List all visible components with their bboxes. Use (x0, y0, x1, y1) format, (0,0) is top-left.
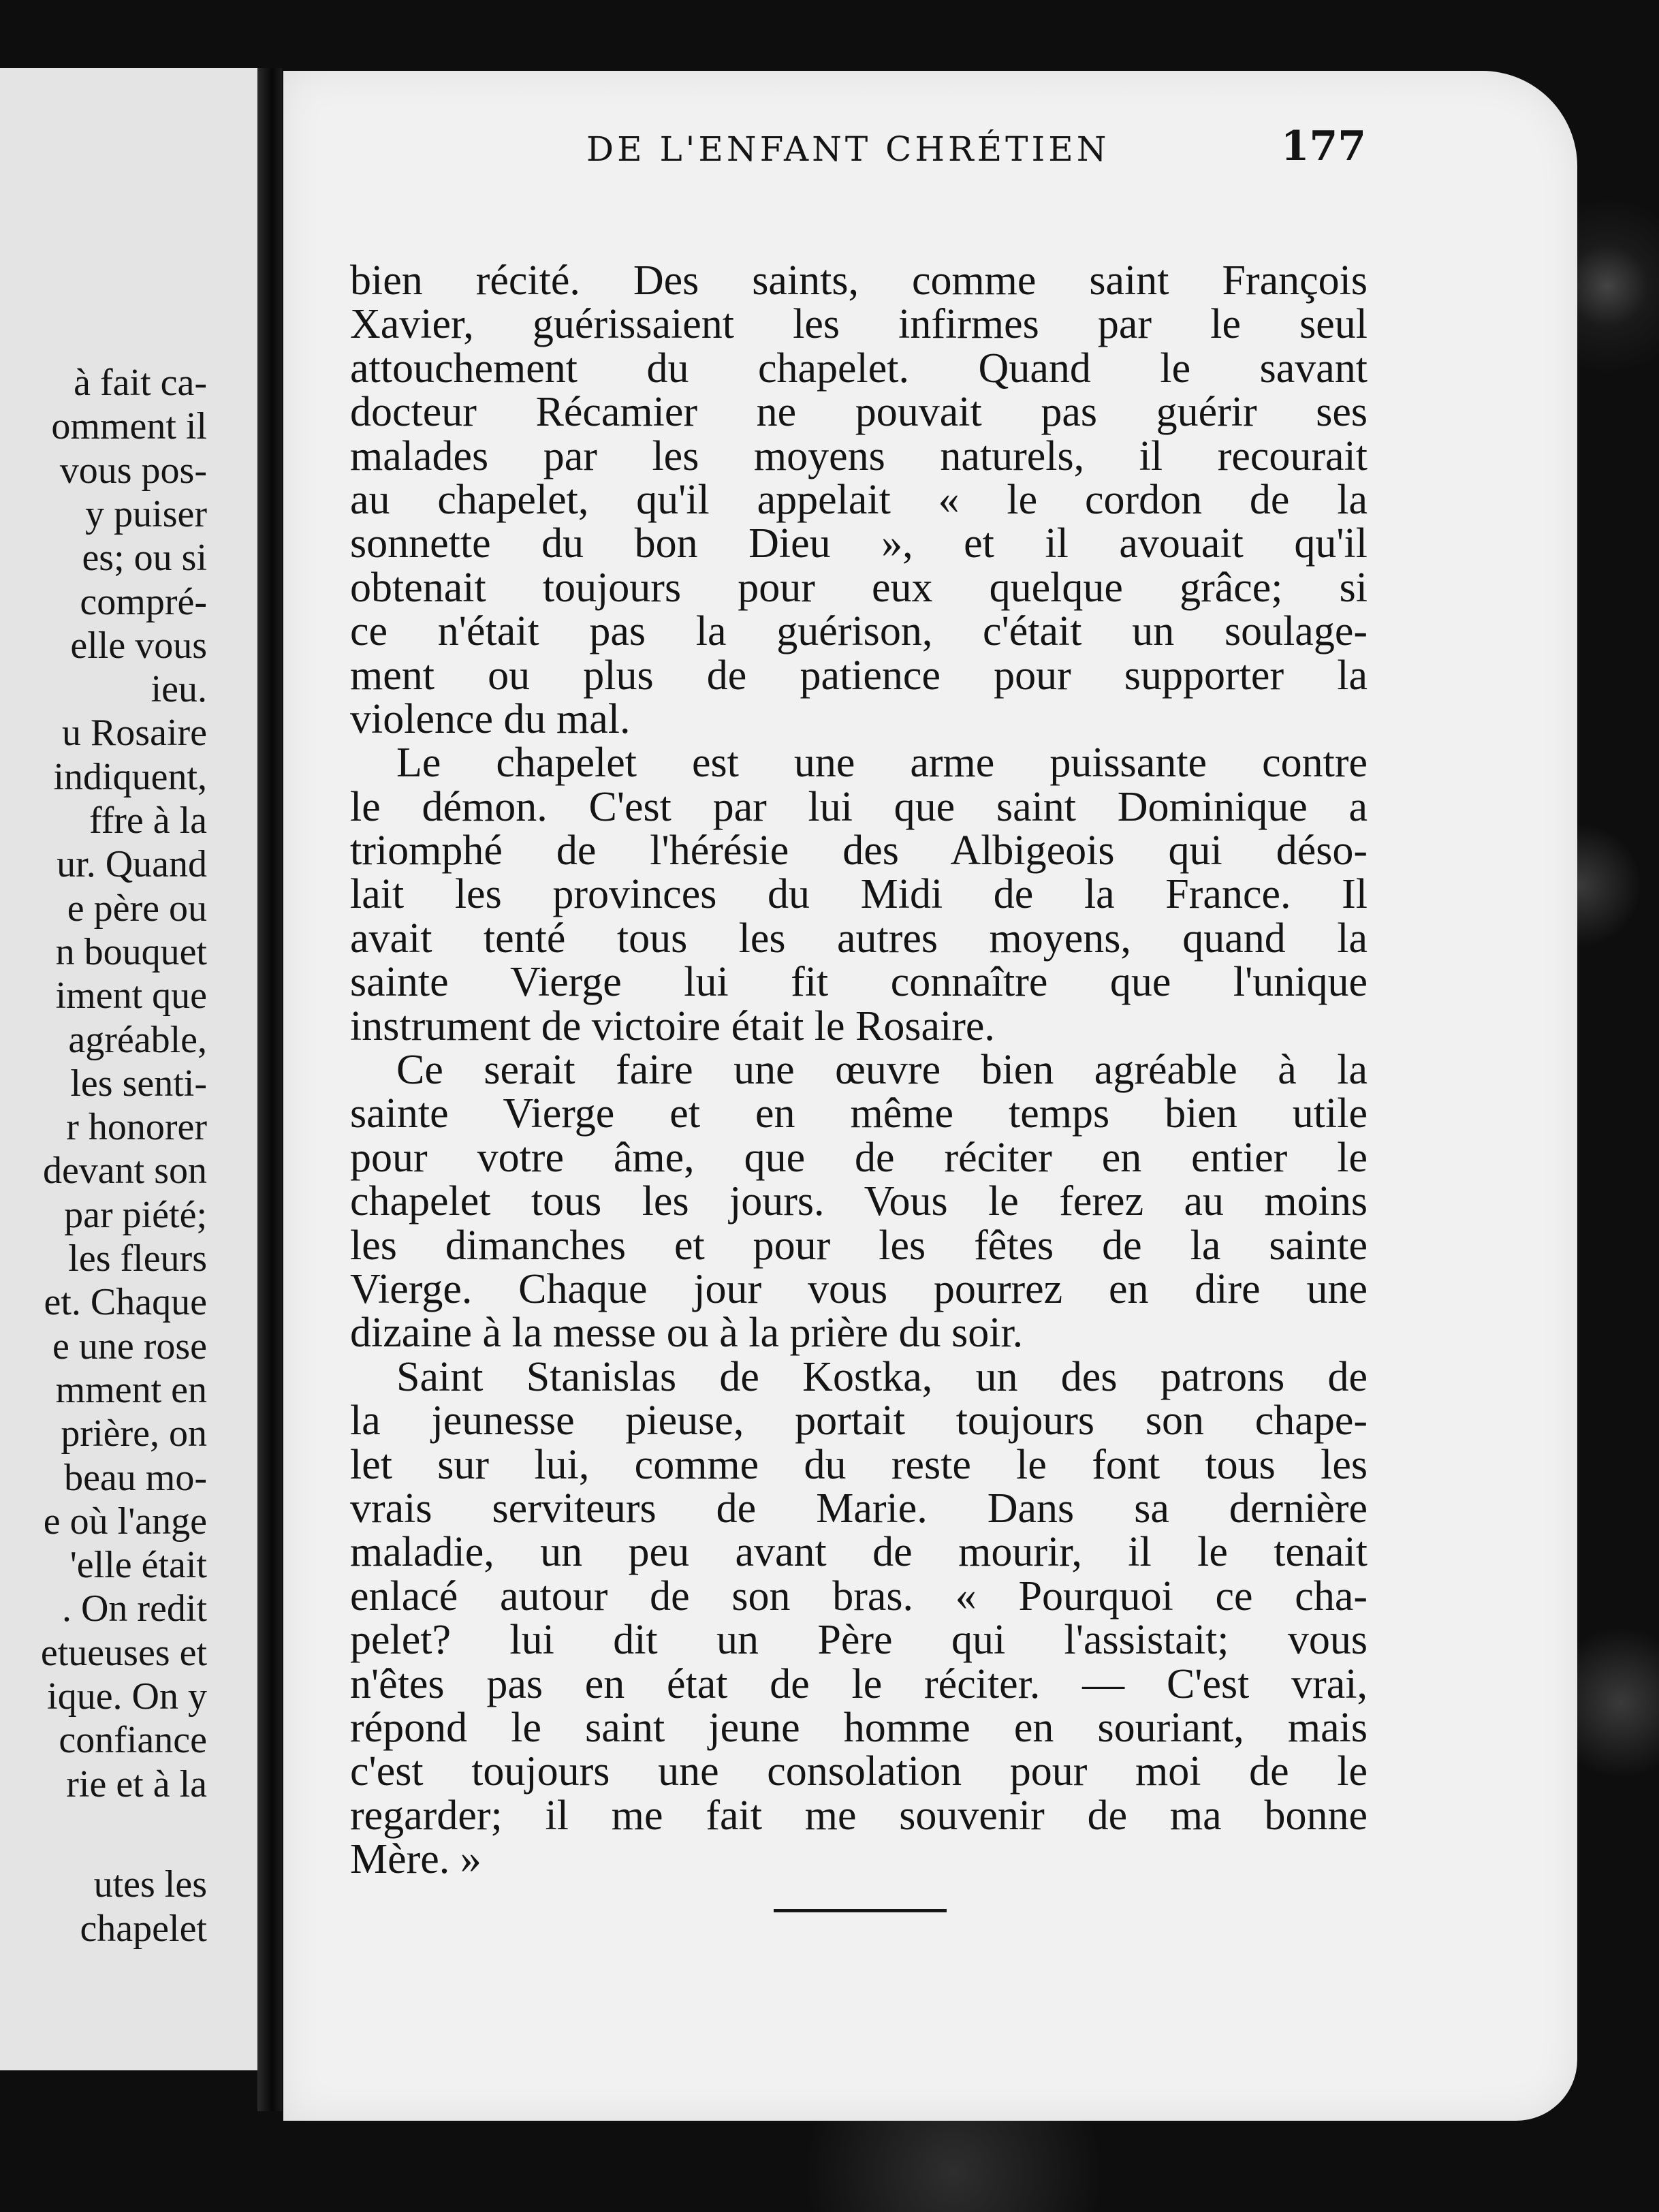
previous-page-line: par piété; (64, 1193, 207, 1236)
previous-page-line: e père ou (67, 887, 207, 930)
body-text-line: n'êtes pas en état de le réciter. — C'est vrai, (350, 1660, 1368, 1707)
previous-page-line: chapelet (80, 1907, 207, 1950)
body-text-line: instrument de victoire était le Rosaire. (350, 1002, 995, 1049)
previous-page-line: indiquent, (53, 755, 207, 798)
body-text-line: les dimanches et pour les fêtes de la sainte (350, 1222, 1368, 1269)
body-text-line: regarder; il me fait me souvenir de ma bonne (350, 1792, 1368, 1839)
running-header (304, 123, 1366, 177)
body-text-line: Saint Stanislas de Kostka, un des patrons de (396, 1353, 1368, 1400)
previous-page-line: utes les (93, 1863, 207, 1906)
body-text-line: pour votre âme, que de réciter en entier le (350, 1134, 1368, 1181)
body-text-line: la jeunesse pieuse, portait toujours son chape- (350, 1397, 1368, 1444)
body-text-line: ment ou plus de patience pour supporter la (350, 652, 1368, 699)
previous-page-line: u Rosaire (61, 712, 207, 755)
previous-page-line: compré- (80, 580, 207, 623)
previous-page-line: agréable, (68, 1018, 207, 1061)
body-text-line: maladie, un peu avant de mourir, il le tenait (350, 1529, 1368, 1576)
body-text-line: obtenait toujours pour eux quelque grâce; si (350, 564, 1368, 611)
body-text-line: lait les provinces du Midi de la France. Il (350, 871, 1368, 918)
previous-page (0, 68, 259, 2070)
body-text-line: malades par les moyens naturels, il recourait (350, 432, 1368, 479)
previous-page-line: ffre à la (89, 800, 207, 842)
body-text-line: dizaine à la messe ou à la prière du soir. (350, 1310, 1024, 1357)
body-text-line: c'est toujours une consolation pour moi de le (350, 1748, 1368, 1795)
previous-page-line: prière, on (61, 1412, 207, 1455)
previous-page-line: e une rose (52, 1325, 207, 1368)
body-text-line: Ce serait faire une œuvre bien agréable à la (396, 1047, 1368, 1094)
body-text-line: violence du mal. (350, 695, 631, 742)
body-text-line: enlacé autour de son bras. « Pourquoi ce cha- (350, 1573, 1368, 1620)
previous-page-line: elle vous (70, 624, 207, 667)
body-text-line: pelet? lui dit un Père qui l'assistait; vous (350, 1617, 1368, 1664)
previous-page-line: 'elle était (69, 1544, 207, 1587)
body-text-line: vrais serviteurs de Marie. Dans sa dernière (350, 1485, 1368, 1532)
running-title: DE L'ENFANT CHRÉTIEN (586, 129, 1110, 169)
page-number: 177 (1280, 123, 1366, 170)
previous-page-line: iment que (55, 975, 207, 1017)
body-text-line: Vierge. Chaque jour vous pourrez en dire une (350, 1265, 1368, 1312)
previous-page-line: devant son (42, 1150, 207, 1192)
body-text-line: let sur lui, comme du reste le font tous les (350, 1441, 1368, 1488)
body-text-line: chapelet tous les jours. Vous le ferez au moins (350, 1178, 1368, 1225)
previous-page-line: omment il (51, 405, 207, 448)
body-text-line: triomphé de l'hérésie des Albigeois qui déso- (350, 827, 1368, 874)
body-text-line: attouchement du chapelet. Quand le savant (350, 345, 1368, 392)
book-gutter (257, 68, 282, 2111)
body-text-line: sonnette du bon Dieu », et il avouait qu'il (350, 520, 1368, 567)
previous-page-line: confiance (59, 1719, 207, 1762)
previous-page-line: à fait ca- (74, 362, 207, 404)
previous-page-line: ur. Quand (57, 843, 207, 886)
previous-page-line: r honorer (66, 1106, 207, 1149)
previous-page-line: e où l'ange (43, 1500, 207, 1543)
body-text-line: bien récité. Des saints, comme saint François (350, 257, 1368, 304)
previous-page-line: les fleurs (68, 1237, 207, 1280)
previous-page-line: y puiser (85, 492, 207, 535)
body-text-line: au chapelet, qu'il appelait « le cordon de la (350, 476, 1368, 523)
body-text-line: répond le saint jeune homme en souriant, mais (350, 1704, 1368, 1751)
previous-page-line: rie et à la (66, 1763, 207, 1805)
previous-page-line: vous pos- (59, 449, 207, 492)
body-text-line: sainte Vierge lui fit connaître que l'unique (350, 959, 1368, 1006)
previous-page-line: les senti- (70, 1062, 207, 1105)
body-text-line: docteur Récamier ne pouvait pas guérir ses (350, 389, 1368, 436)
previous-page-line: mment en (55, 1368, 207, 1411)
body-text-line: le démon. C'est par lui que saint Dominique a (350, 783, 1368, 830)
previous-page-line: es; ou si (82, 537, 207, 580)
section-end-rule (774, 1909, 947, 1912)
previous-page-line: et. Chaque (44, 1281, 207, 1324)
previous-page-line: etueuses et (40, 1631, 207, 1674)
previous-page-line: . On redit (61, 1587, 207, 1630)
page-body-text (350, 259, 1368, 1881)
body-text-line: Le chapelet est une arme puissante contre (396, 740, 1368, 787)
previous-page-line: ique. On y (47, 1675, 207, 1718)
body-text-line: Mère. » (350, 1836, 481, 1883)
previous-page-line: ieu. (151, 668, 207, 711)
body-text-line: ce n'était pas la guérison, c'était un soulage- (350, 608, 1368, 655)
body-text-line: avait tenté tous les autres moyens, quand la (350, 915, 1368, 962)
body-text-line: Xavier, guérissaient les infirmes par le seul (350, 301, 1368, 348)
previous-page-line: beau mo- (64, 1456, 207, 1499)
body-text-line: sainte Vierge et en même temps bien utile (350, 1090, 1368, 1137)
previous-page-line: n bouquet (55, 930, 207, 973)
